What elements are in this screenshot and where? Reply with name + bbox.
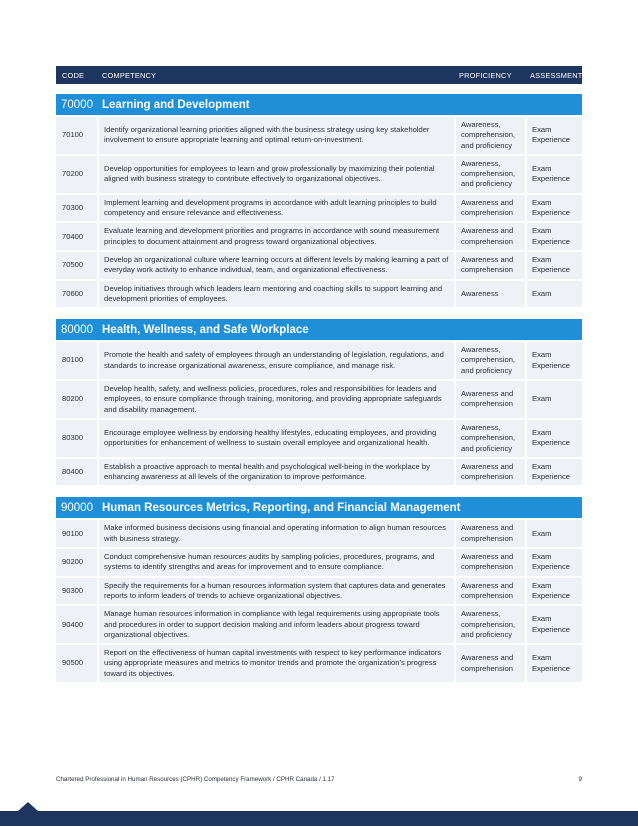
assessment-method [525, 223, 582, 250]
section-title: Health, Wellness, and Safe Workplace [102, 323, 309, 336]
table-row [56, 645, 582, 684]
proficiency-level-text: Awareness and comprehension [461, 197, 514, 218]
table-row [56, 578, 582, 607]
assessment-method-text: Exam Experience [532, 580, 570, 600]
assessment-method [525, 578, 582, 605]
assessment-method [525, 520, 582, 547]
competency-description-text: Conduct comprehensive human resources audits by sampling policies, procedures, programs, and systems to identify strengths and areas for improvement and to ensure compliance. [104, 552, 435, 572]
section-title: Human Resources Metrics, Reporting, and Financial Management [102, 501, 461, 514]
competency-code-text: 90100 [62, 528, 84, 538]
proficiency-level-text: Awareness, comprehension, and proficiency [461, 609, 516, 639]
proficiency-level [454, 281, 525, 308]
competency-code [56, 391, 97, 407]
assessment-method-text: Exam [532, 528, 552, 538]
competency-description-text: Specify the requirements for a human resources information system that captures data and generates reports to inform leaders of trends to achieve organizational objectives. [104, 580, 446, 600]
section-header [56, 94, 582, 117]
competency-description-text: Implement learning and development programs in accordance with adult learning principles to build competency and ensure relevance and effectiveness. [104, 197, 437, 218]
section-number: 80000 [61, 323, 93, 336]
page-number: 9 [578, 776, 582, 783]
assessment-method-text: Exam Experience [532, 552, 570, 572]
assessment-method [525, 645, 582, 682]
proficiency-level-text: Awareness, comprehension, and proficiency [461, 345, 516, 375]
competency-code-text: 80200 [62, 394, 84, 404]
competency-description [97, 549, 454, 576]
table-row [56, 342, 582, 381]
assessment-method-text: Exam Experience [532, 164, 570, 184]
proficiency-level-text: Awareness and comprehension [461, 523, 514, 543]
assessment-method [525, 420, 582, 457]
proficiency-level-text: Awareness [461, 288, 499, 298]
competency-description-text: Make informed business decisions using financial and operating information to align human resources with business strategy. [104, 523, 446, 543]
table-row [56, 281, 582, 310]
table-body [56, 94, 582, 684]
competency-description [97, 606, 454, 643]
competency-code [56, 257, 97, 273]
header-competency: COMPETENCY [102, 70, 157, 80]
section-header [56, 319, 582, 342]
assessment-method-text: Exam Experience [532, 125, 570, 145]
competency-code [56, 526, 97, 542]
competency-code [56, 352, 97, 368]
assessment-method-text: Exam Experience [532, 254, 570, 275]
competency-description [97, 342, 454, 379]
proficiency-level-text: Awareness and comprehension [461, 254, 514, 275]
table-header [56, 66, 582, 84]
competency-code-text: 70400 [62, 231, 84, 241]
assessment-method [525, 156, 582, 193]
competency-code [56, 464, 97, 480]
assessment-method [525, 252, 582, 279]
competency-description [97, 459, 454, 486]
competency-description [97, 156, 454, 193]
proficiency-level [454, 252, 525, 279]
competency-code-text: 70100 [62, 130, 84, 140]
table-row [56, 223, 582, 252]
proficiency-level-text: Awareness and comprehension [461, 389, 514, 409]
competency-code-text: 80100 [62, 355, 84, 365]
competency-code [56, 127, 97, 143]
proficiency-level-text: Awareness, comprehension, and proficiency [461, 158, 516, 189]
competency-description [97, 195, 454, 222]
proficiency-level-text: Awareness, comprehension, and proficiency [461, 422, 516, 453]
proficiency-level [454, 578, 525, 605]
table-row [56, 195, 582, 224]
assessment-method [525, 342, 582, 379]
table-row [56, 549, 582, 578]
competency-description-text: Develop opportunities for employees to learn and grow professionally by maximizing their potential aligned with business strategy to contribute effectively to organizational objectives. [104, 164, 435, 184]
competency-code-text: 90300 [62, 585, 84, 595]
page-footer [56, 776, 582, 783]
competency-code-text: 70500 [62, 260, 84, 270]
assessment-method-text: Exam [532, 394, 552, 404]
assessment-method [525, 606, 582, 643]
proficiency-level [454, 606, 525, 643]
section-number: 70000 [61, 98, 93, 111]
competency-description-text: Develop an organizational culture where learning occurs at different levels by making learning a part of everyday work activity to enhance individual, team, and organizational effectiveness. [104, 254, 449, 275]
proficiency-level [454, 420, 525, 457]
competency-code-text: 70600 [62, 288, 84, 298]
proficiency-level-text: Awareness and comprehension [461, 552, 514, 572]
header-code: CODE [62, 70, 85, 80]
competency-description-text: Identify organizational learning priorities aligned with the business strategy using key stakeholder involvement to ensure appropriate learning and optimal return-on-investment. [104, 125, 430, 145]
proficiency-level [454, 156, 525, 193]
competency-description [97, 420, 454, 457]
assessment-method-text: Exam Experience [532, 226, 570, 246]
proficiency-level-text: Awareness and comprehension [461, 226, 514, 246]
competency-code-text: 90200 [62, 557, 84, 567]
competency-description-text: Develop initiatives through which leaders learn mentoring and coaching skills to support learning and development priorities of employees. [104, 283, 443, 303]
competency-code [56, 200, 97, 216]
competency-code [56, 166, 97, 182]
competency-description [97, 281, 454, 308]
assessment-method [525, 381, 582, 418]
section-80000 [56, 319, 582, 487]
competency-code-text: 70300 [62, 202, 84, 212]
assessment-method-text: Exam Experience [532, 197, 570, 218]
competency-code-text: 90500 [62, 658, 84, 668]
competency-description-text: Manage human resources information in compliance with legal requirements using appropriate tools and procedures in order to support decision making and inform leaders about progress toward organizational objectives. [104, 609, 440, 639]
competency-code-text: 80300 [62, 433, 84, 443]
assessment-method-text: Exam Experience [532, 614, 570, 634]
table-row [56, 156, 582, 195]
assessment-method [525, 195, 582, 222]
competency-description-text: Promote the health and safety of employees through an understanding of legislation, regulations, and standards to increase organizational awareness, ensure compliance, and manage risk. [104, 350, 444, 370]
proficiency-level-text: Awareness and comprehension [461, 461, 514, 482]
section-header [56, 497, 582, 520]
proficiency-level [454, 223, 525, 250]
header-assessment: ASSESSMENT [530, 70, 583, 80]
competency-description [97, 520, 454, 547]
competency-description [97, 645, 454, 682]
competency-code [56, 430, 97, 446]
proficiency-level [454, 195, 525, 222]
competency-description [97, 252, 454, 279]
competency-code [56, 583, 97, 599]
section-number: 90000 [61, 501, 93, 514]
assessment-method-text: Exam [532, 288, 552, 298]
competency-description [97, 117, 454, 154]
footer-decoration-shape [0, 802, 60, 826]
competency-description-text: Report on the effectiveness of human capital investments with respect to key performance indicators using appropriate measures and metrics to monitor trends and promote the organization’s progress toward its objectives. [104, 648, 442, 678]
proficiency-level [454, 117, 525, 154]
assessment-method-text: Exam Experience [532, 350, 570, 370]
table-row [56, 381, 582, 420]
competency-description [97, 223, 454, 250]
competency-code [56, 286, 97, 302]
section-70000 [56, 94, 582, 309]
competency-description [97, 381, 454, 418]
proficiency-level [454, 520, 525, 547]
competency-code [56, 229, 97, 245]
proficiency-level-text: Awareness, comprehension, and proficiency [461, 120, 516, 150]
competency-description-text: Establish a proactive approach to mental health and psychological well-being in the workplace by enhancing awareness at all levels of the organization to improve performance. [104, 461, 430, 482]
table-row [56, 459, 582, 488]
competency-code-text: 80400 [62, 466, 84, 476]
table-row [56, 117, 582, 156]
proficiency-level-text: Awareness and comprehension [461, 653, 514, 673]
proficiency-level-text: Awareness and comprehension [461, 580, 514, 600]
section-title: Learning and Development [102, 98, 250, 111]
assessment-method-text: Exam Experience [532, 428, 570, 448]
assessment-method [525, 281, 582, 308]
assessment-method [525, 549, 582, 576]
competency-description-text: Develop health, safety, and wellness policies, procedures, roles and responsibilities for leaders and employees, to ensure compliance through training, monitoring, and providing appropriate safeguards and disability management. [104, 384, 442, 414]
competency-description-text: Encourage employee wellness by endorsing healthy lifestyles, educating employees, and providing opportunities for enhancement of wellness to sustain overall employee and organizational health. [104, 428, 437, 448]
competency-code-text: 70200 [62, 169, 84, 179]
footer-text: Chartered Professional in Human Resources (CPHR) Competency Framework / CPHR Canada / 1.17 [56, 776, 335, 783]
proficiency-level [454, 549, 525, 576]
assessment-method [525, 459, 582, 486]
competency-description [97, 578, 454, 605]
assessment-method [525, 117, 582, 154]
table-row [56, 252, 582, 281]
competency-code [56, 655, 97, 671]
competency-code [56, 617, 97, 633]
table-row [56, 420, 582, 459]
table-row [56, 520, 582, 549]
proficiency-level [454, 459, 525, 486]
proficiency-level [454, 645, 525, 682]
assessment-method-text: Exam Experience [532, 461, 570, 482]
competency-table [56, 66, 582, 684]
proficiency-level [454, 381, 525, 418]
competency-code-text: 90400 [62, 619, 84, 629]
header-proficiency: PROFICIENCY [459, 70, 512, 80]
competency-description-text: Evaluate learning and development priorities and programs in accordance with sound measurement principles to document attainment and progress toward organizational objectives. [104, 226, 440, 246]
section-90000 [56, 497, 582, 684]
table-row [56, 606, 582, 645]
footer-band [0, 811, 638, 826]
assessment-method-text: Exam Experience [532, 653, 570, 673]
proficiency-level [454, 342, 525, 379]
competency-code [56, 554, 97, 570]
